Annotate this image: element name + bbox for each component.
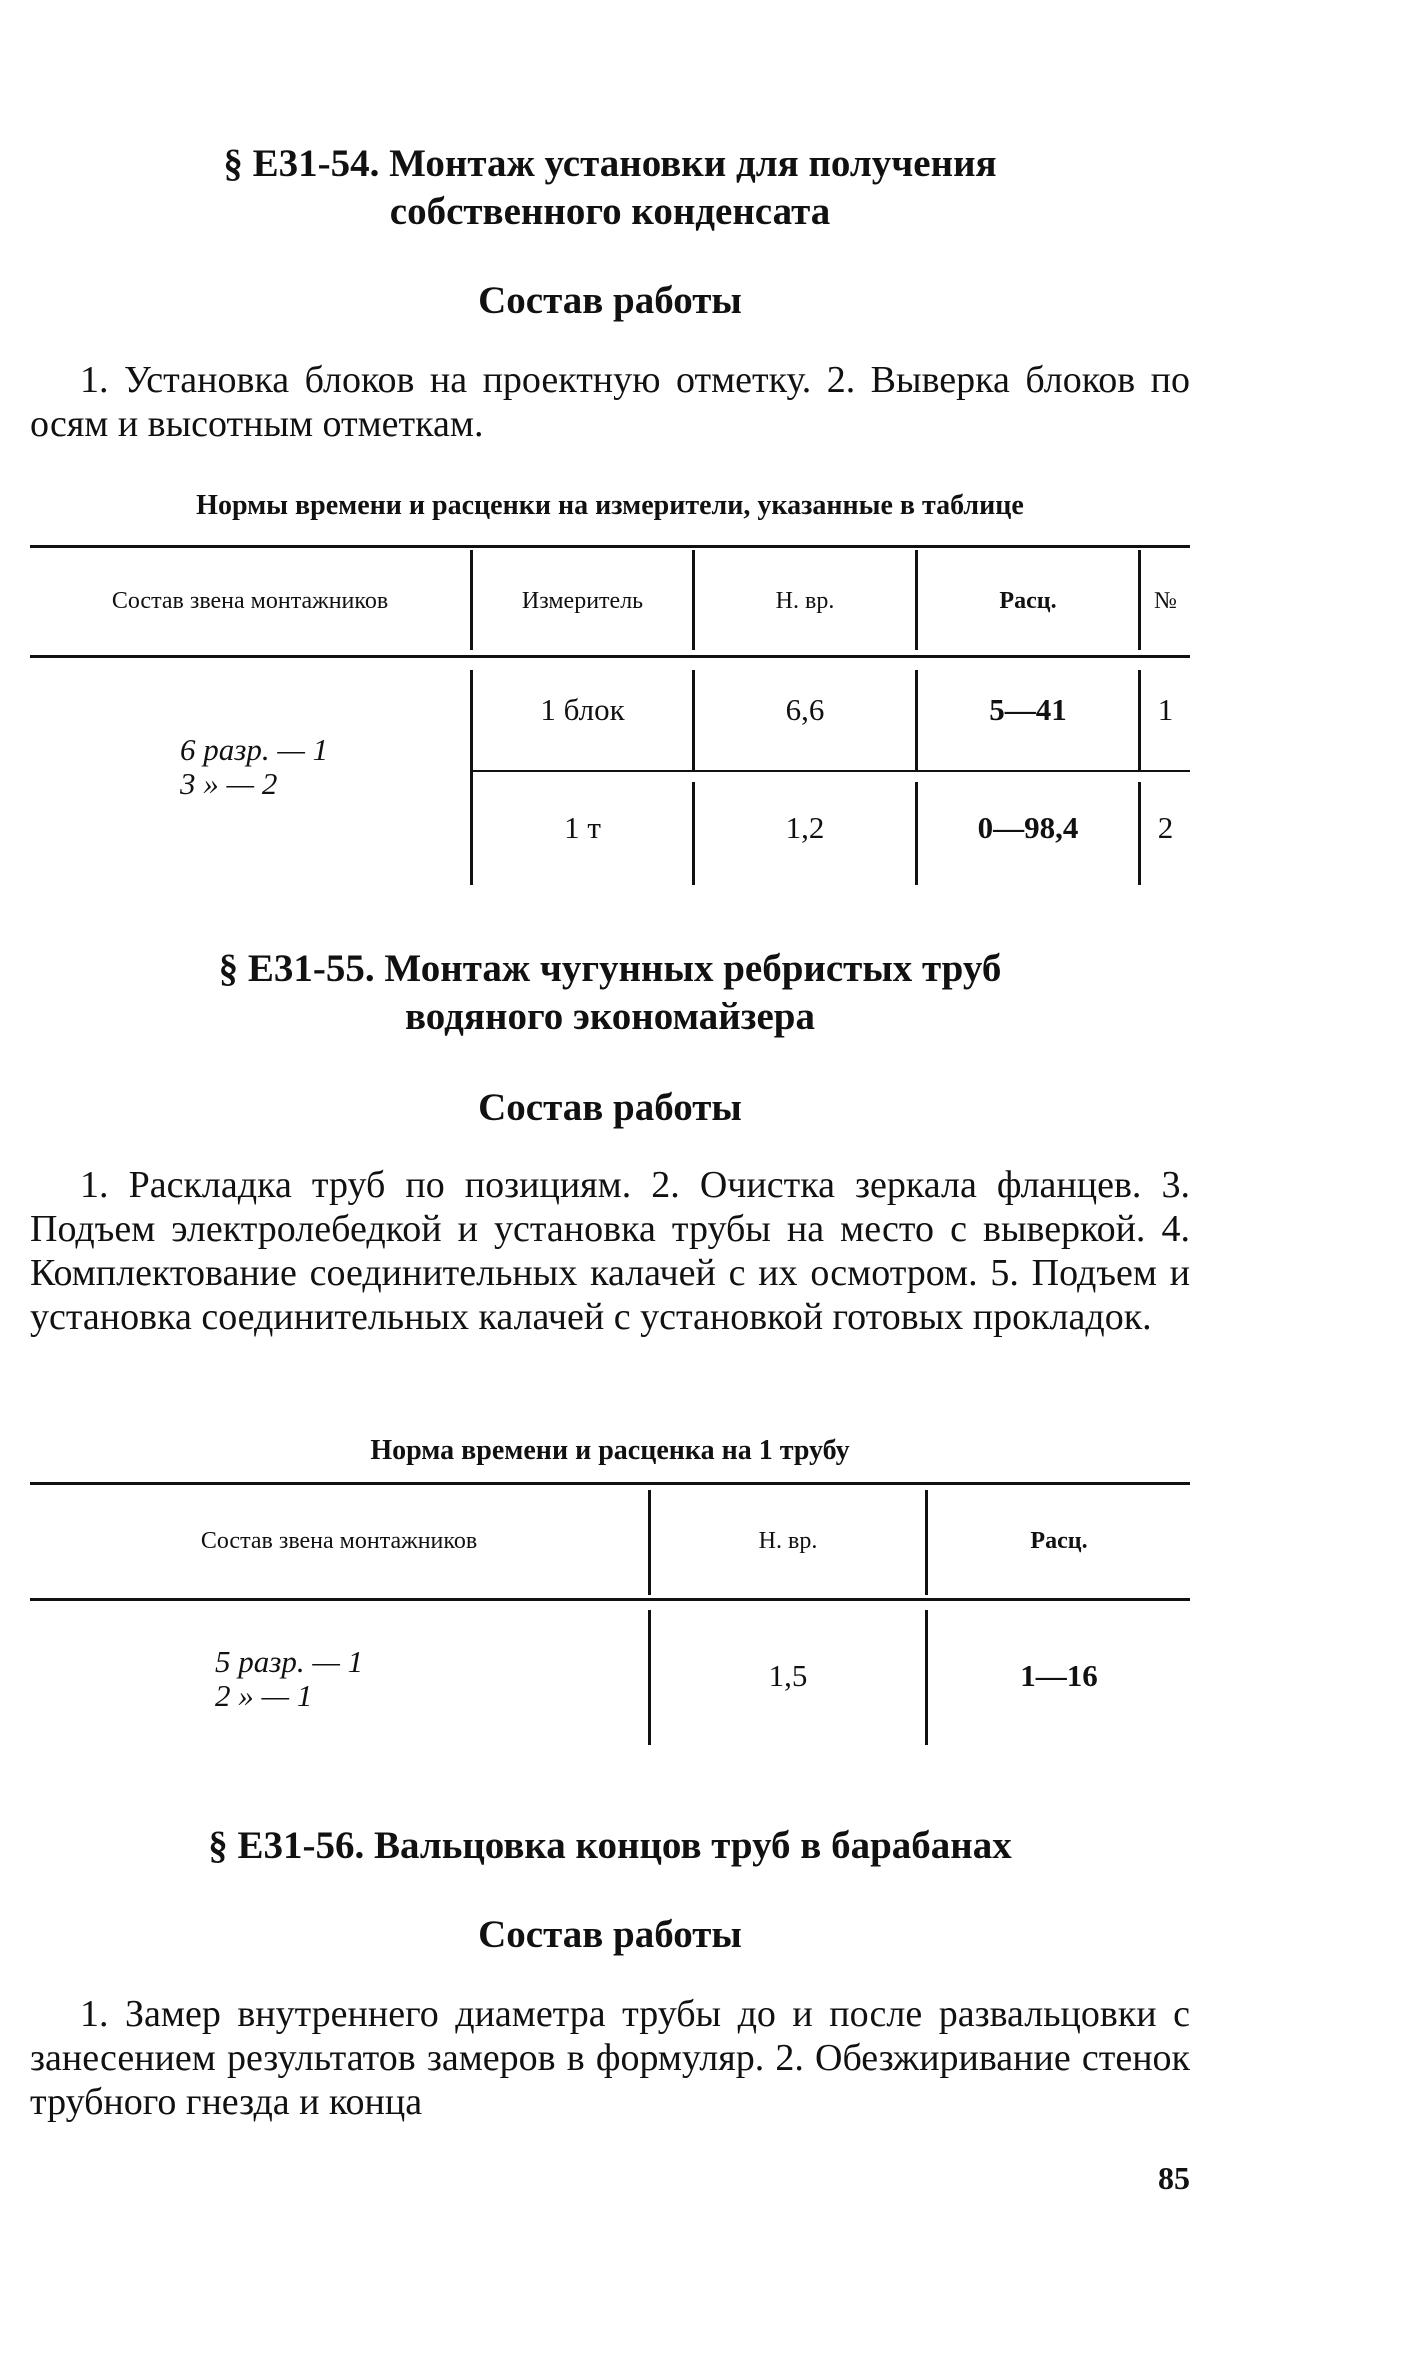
section-55-table-caption: Норма времени и расценка на 1 трубу bbox=[370, 1435, 850, 1466]
book-page bbox=[30, 0, 1190, 2362]
section-54-table-caption: Нормы времени и расценки на измерители, указанные в таблице bbox=[196, 490, 1024, 521]
header-crew: Состав звена монтажников bbox=[200, 1528, 478, 1554]
row2-measure: 1 т bbox=[564, 810, 601, 845]
rate-value: 1—16 bbox=[1020, 1658, 1098, 1693]
crew-line-1: 5 разр. — 1 bbox=[215, 1644, 364, 1679]
header-norm: Н. вр. bbox=[758, 1528, 818, 1554]
crew-line-2: 3 » — 2 bbox=[180, 766, 278, 801]
section-56-work-text: 1. Замер внутреннего диаметра трубы до и после развальцовки с занесением результатов замеров в формуляр. 2. Обезжиривание стенок трубного гнезда и конца bbox=[30, 1993, 1190, 2123]
header-measure: Измеритель bbox=[521, 588, 644, 614]
table-top-rule bbox=[30, 1482, 1190, 1485]
section-55-work-title: Состав работы bbox=[478, 1086, 742, 1129]
header-rate: Расц. bbox=[999, 588, 1057, 614]
row1-number: 1 bbox=[1157, 692, 1174, 727]
row2-norm: 1,2 bbox=[785, 810, 825, 845]
norm-value: 1,5 bbox=[768, 1658, 808, 1693]
row2-number: 2 bbox=[1157, 810, 1174, 845]
section-54-work-text: 1. Установка блоков на проектную отметку. 2. Выверка блоков по осям и высотным отметкам. bbox=[30, 359, 1190, 445]
table-header-rule bbox=[30, 655, 1190, 658]
row2-rate: 0—98,4 bbox=[977, 810, 1079, 845]
header-rate: Расц. bbox=[1030, 1528, 1088, 1554]
row1-measure: 1 блок bbox=[540, 692, 625, 727]
section-54-heading-line2: собственного конденсата bbox=[389, 190, 831, 233]
section-56-heading: § Е31-56. Вальцовка концов труб в барабанах bbox=[208, 1824, 1012, 1867]
header-crew: Состав звена монтажников bbox=[111, 588, 389, 614]
page-number: 85 bbox=[1158, 2160, 1190, 2196]
section-55-heading-line1: § Е31-55. Монтаж чугунных ребристых труб bbox=[218, 947, 1002, 990]
table-header-rule bbox=[30, 1598, 1190, 1601]
section-55-work-text: 1. Раскладка труб по позициям. 2. Очистка зеркала фланцев. 3. Подъем электролебедкой и установка трубы на место с выверкой. 4. Комплектование соединительных калачей с их осмотром. 5. Подъем и установка соединительных калачей с установкой готовых прокладок. bbox=[30, 1164, 1190, 1338]
crew-line-1: 6 разр. — 1 bbox=[180, 732, 329, 767]
row1-rate: 5—41 bbox=[989, 692, 1067, 727]
section-56-work-title: Состав работы bbox=[478, 1913, 742, 1956]
header-norm: Н. вр. bbox=[775, 588, 835, 614]
section-54-work-title: Состав работы bbox=[478, 279, 742, 322]
section-55-heading-line2: водяного экономайзера bbox=[405, 995, 815, 1038]
crew-line-2: 2 » — 1 bbox=[215, 1678, 313, 1713]
row-divider bbox=[470, 770, 1190, 772]
header-number: № bbox=[1154, 588, 1177, 614]
table-top-rule bbox=[30, 545, 1190, 548]
row1-norm: 6,6 bbox=[785, 692, 825, 727]
section-54-heading-line1: § Е31-54. Монтаж установки для получения bbox=[223, 142, 997, 185]
